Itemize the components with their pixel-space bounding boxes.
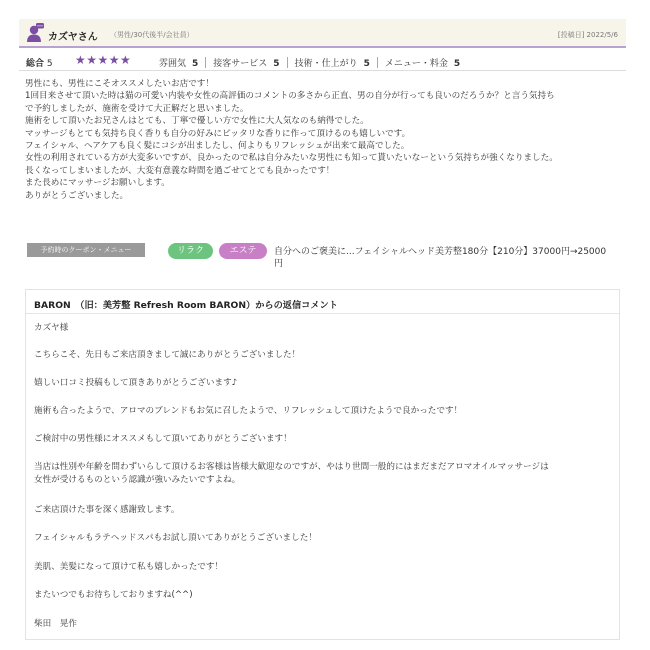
reply-line: 女性が受けるものという認識が強いみたいですよね。 (34, 475, 241, 485)
user-avatar-icon (26, 23, 44, 43)
reply-line: またいつでもお待ちしておりますね(^^) (34, 590, 193, 600)
sub-rating-label: 雰囲気 (159, 59, 187, 69)
sub-rating-atmosphere (159, 59, 198, 69)
total-rating-label: 総合 (26, 59, 45, 69)
reply-line: ご来店頂けた事を深く感謝致します。 (34, 505, 180, 515)
reply-line: 美肌、美髪になって頂けて私も嬉しかったです！ (34, 562, 224, 572)
reply-box (25, 289, 620, 640)
total-rating (26, 56, 53, 69)
rating-stars: ★★★★★ (75, 53, 132, 67)
reviewer-meta: （男性/30代後半/会社員） (110, 31, 194, 39)
reply-title: BARON （旧：美芳整 Refresh Room BARON）からの返信コメント (34, 300, 338, 311)
review-line: で予約しましたが、施術を受けて大正解だと思いました。 (25, 103, 249, 114)
coupon-label: 予約時のクーポン・メニュー (27, 243, 145, 257)
sub-ratings (159, 56, 460, 69)
sub-rating-label: メニュー・料金 (384, 59, 448, 69)
review-line: 男性にも、男性にこそオススメしたいお店です！ (25, 79, 214, 89)
coupon-desc-line: 自分へのご褒美に...フェイシャルヘッド美芳整180分【210分】37000円→25000 (274, 247, 607, 257)
review-line: 長くなってしまいましたが、大変有意義な時間を過ごせてとても良かったです！ (25, 165, 335, 176)
review-line: 1回目来させて頂いた時は猫の可愛い内装や女性の高評価のコメントの多さから正直、男の自分が行っても良いのだろうか？と言う気持ち (25, 91, 555, 102)
tag-este[interactable]: エステ (219, 243, 267, 259)
sub-rating-menu-price (385, 59, 460, 69)
reply-line: ご検討中の男性様にオススメもして頂いてありがとうございます！ (34, 434, 292, 444)
review-line: 施術をして頂いたお兄さんはとても、丁寧で優しい方で女性に大人気なのも納得でした。 (25, 116, 369, 127)
review-header (19, 19, 626, 48)
coupon-desc-line: 円 (274, 259, 284, 269)
reply-line: 当店は性別や年齢を問わずいらして頂けるお客様は皆様大歓迎なのですが、やはり世間一般的にはまだまだアロマオイルマッサージは (34, 462, 549, 472)
divider (377, 57, 378, 68)
sub-rating-value: 5 (192, 59, 199, 69)
review-text (25, 78, 625, 202)
divider (205, 57, 206, 68)
sub-rating-value: 5 (273, 59, 280, 69)
reply-line: フェイシャルもラテヘッドスパもお試し頂いてありがとうございました！ (34, 533, 317, 543)
divider (287, 57, 288, 68)
review-line: また長めにマッサージお願いします。 (25, 178, 170, 189)
coupon-menu-link[interactable] (274, 246, 606, 270)
reply-signature: 柴田 晃作 (34, 619, 77, 629)
sub-rating-value: 5 (453, 59, 461, 69)
rating-bar (19, 51, 626, 71)
total-rating-value: 5 (46, 59, 53, 69)
reply-line: カズヤ様 (34, 323, 69, 333)
review-line: ありがとうございました。 (25, 190, 129, 201)
reply-line: 嬉しい口コミ投稿もして頂きありがとうございます♪ (34, 378, 238, 388)
post-date: [投稿日] 2022/5/6 (557, 31, 618, 39)
review-line: マッサージもとても気持ち良く香りも自分の好みにピッタリな香りに作って頂けるのも嬉しいです。 (25, 128, 411, 139)
sub-rating-label: 接客サービス (213, 59, 268, 69)
sub-rating-service (213, 59, 279, 69)
review-line: 女性の利用されている方が大変多いですが、良かったので私は自分みたいな男性にも知って貰いたいなーという気持ちが強くなりました。 (25, 153, 558, 164)
reply-line: 施術も合ったようで、アロマのブレンドもお気に召したようで、リフレッシュして頂けたようで良かったです！ (34, 406, 463, 416)
reply-divider (26, 313, 619, 314)
sub-rating-technique (295, 59, 370, 69)
review-line: フェイシャル、ヘアケアも良く髪にコシが出ましたし、何よりもリフレッシュが出来て最高でした。 (25, 141, 410, 152)
sub-rating-label: 技術・仕上がり (294, 59, 358, 69)
sub-rating-value: 5 (363, 59, 370, 69)
reply-line: こちらこそ、先日もご来店頂きまして誠にありがとうございました！ (34, 350, 301, 360)
tag-relax[interactable]: リラク (168, 243, 213, 259)
reviewer-name: カズヤさん (48, 32, 98, 43)
